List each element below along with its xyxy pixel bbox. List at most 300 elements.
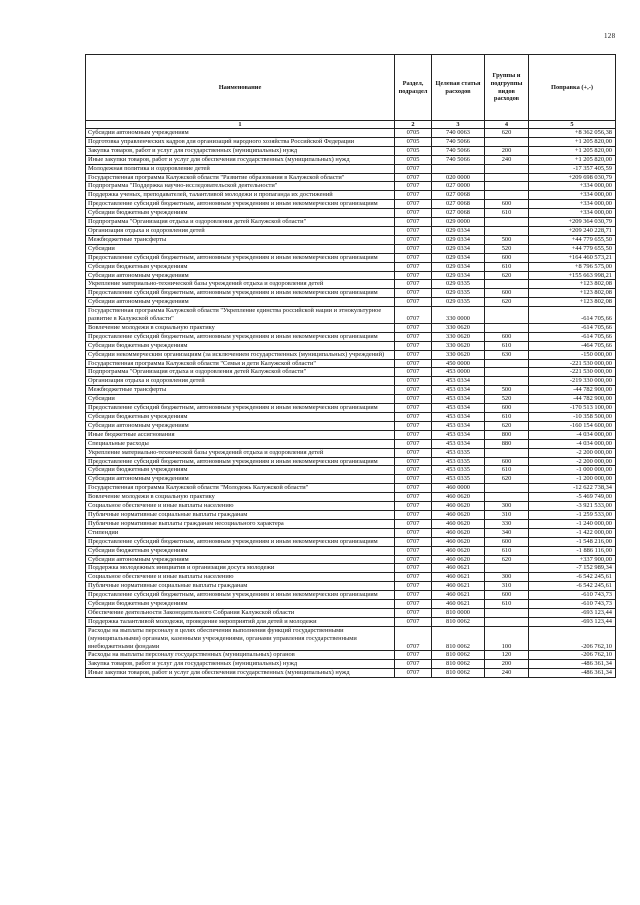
row-name-cell: Предоставление субсидий бюджетным, автономным учреждениям и иным некоммерческим организациям: [86, 332, 395, 341]
row-name-cell: Публичные нормативные социальные выплаты гражданам: [86, 510, 395, 519]
row-name-cell: Расходы на выплаты персоналу в целях обеспечения выполнения функций государственными (муниципальными) органами, казенными учреждениями, органами управления государственными внебюджетными фондами: [86, 626, 395, 651]
row-section-cell: 0707: [395, 669, 432, 678]
table-row: [86, 457, 616, 466]
row-section-cell: 0707: [395, 244, 432, 253]
row-section-cell: 0707: [395, 660, 432, 669]
row-amount-cell: -44 782 900,00: [529, 395, 616, 404]
row-article-cell: 029 0334: [432, 244, 485, 253]
row-section-cell: 0707: [395, 651, 432, 660]
row-amount-cell: +155 663 998,21: [529, 271, 616, 280]
row-name-cell: Межбюджетные трансферты: [86, 235, 395, 244]
row-group-cell: 240: [485, 155, 529, 164]
row-name-cell: Организация отдыха и оздоровления детей: [86, 226, 395, 235]
budget-amendment-table: [85, 54, 616, 678]
row-group-cell: 520: [485, 395, 529, 404]
table-row: [86, 600, 616, 609]
row-article-cell: 460 0620: [432, 555, 485, 564]
row-amount-cell: -206 762,10: [529, 626, 616, 651]
row-article-cell: 460 0620: [432, 519, 485, 528]
row-amount-cell: -170 513 100,00: [529, 404, 616, 413]
row-article-cell: 810 0062: [432, 669, 485, 678]
row-article-cell: 460 0621: [432, 564, 485, 573]
row-article-cell: 810 0062: [432, 660, 485, 669]
row-section-cell: 0707: [395, 510, 432, 519]
table-row: [86, 421, 616, 430]
row-article-cell: 453 0334: [432, 421, 485, 430]
row-section-cell: 0707: [395, 323, 432, 332]
table-header-row: [86, 55, 616, 121]
row-amount-cell: -614 705,66: [529, 332, 616, 341]
table-row: [86, 475, 616, 484]
row-group-cell: [485, 218, 529, 227]
row-article-cell: 460 0620: [432, 537, 485, 546]
row-group-cell: [485, 307, 529, 324]
row-name-cell: Субсидии некоммерческим организациям (за исключением государственных (муниципальных) учреждений): [86, 350, 395, 359]
row-amount-cell: -1 548 216,00: [529, 537, 616, 546]
row-name-cell: Субсидии автономным учреждениям: [86, 421, 395, 430]
row-amount-cell: -1 886 116,00: [529, 546, 616, 555]
row-amount-cell: -1 259 533,00: [529, 510, 616, 519]
row-amount-cell: +123 802,08: [529, 289, 616, 298]
row-name-cell: Поддержка талантливой молодежи, проведение мероприятий для детей и молодежи: [86, 617, 395, 626]
row-amount-cell: +209 240 228,71: [529, 226, 616, 235]
row-group-cell: 620: [485, 555, 529, 564]
table-row: [86, 582, 616, 591]
header-group: Группы и подгруппы видов расходов: [485, 55, 529, 121]
row-section-cell: 0707: [395, 164, 432, 173]
row-name-cell: Укрепление материально-технической базы учреждений отдыха и оздоровления детей: [86, 448, 395, 457]
row-name-cell: Предоставление субсидий бюджетным, автономным учреждениям и иным некоммерческим организациям: [86, 253, 395, 262]
row-name-cell: Предоставление субсидий бюджетным, автономным учреждениям и иным некоммерческим организациям: [86, 457, 395, 466]
row-article-cell: 453 0334: [432, 439, 485, 448]
row-amount-cell: +209 698 030,79: [529, 173, 616, 182]
row-name-cell: Субсидии автономным учреждениям: [86, 129, 395, 138]
row-section-cell: 0707: [395, 475, 432, 484]
row-group-cell: [485, 493, 529, 502]
row-section-cell: 0707: [395, 502, 432, 511]
row-group-cell: 610: [485, 546, 529, 555]
row-group-cell: 200: [485, 146, 529, 155]
row-section-cell: 0705: [395, 155, 432, 164]
row-amount-cell: -10 358 500,00: [529, 413, 616, 422]
row-section-cell: 0707: [395, 191, 432, 200]
row-name-cell: Поддержка молодежных инициатив и организация досуга молодежи: [86, 564, 395, 573]
row-amount-cell: -44 782 900,00: [529, 386, 616, 395]
row-section-cell: 0707: [395, 350, 432, 359]
row-name-cell: Социальное обеспечение и иные выплаты населению: [86, 502, 395, 511]
row-article-cell: 027 0068: [432, 209, 485, 218]
row-amount-cell: -12 622 738,34: [529, 484, 616, 493]
row-article-cell: 453 0334: [432, 377, 485, 386]
row-name-cell: Социальное обеспечение и иные выплаты населению: [86, 573, 395, 582]
row-name-cell: Субсидии бюджетным учреждениям: [86, 413, 395, 422]
row-group-cell: 310: [485, 510, 529, 519]
table-row: [86, 200, 616, 209]
row-section-cell: 0707: [395, 546, 432, 555]
table-row: [86, 271, 616, 280]
row-article-cell: 740 0063: [432, 129, 485, 138]
row-article-cell: 020 0000: [432, 173, 485, 182]
row-group-cell: 600: [485, 200, 529, 209]
row-section-cell: 0707: [395, 430, 432, 439]
row-article-cell: 453 0335: [432, 448, 485, 457]
row-amount-cell: -7 152 989,34: [529, 564, 616, 573]
row-article-cell: 450 0000: [432, 359, 485, 368]
row-group-cell: [485, 564, 529, 573]
row-section-cell: 0705: [395, 146, 432, 155]
row-section-cell: 0707: [395, 289, 432, 298]
table-row: [86, 191, 616, 200]
row-amount-cell: -17 357 405,59: [529, 164, 616, 173]
row-article-cell: 330 0620: [432, 323, 485, 332]
table-row: [86, 368, 616, 377]
row-section-cell: 0707: [395, 235, 432, 244]
table-row: [86, 519, 616, 528]
row-group-cell: [485, 173, 529, 182]
row-article-cell: 460 0621: [432, 582, 485, 591]
row-article-cell: 453 0335: [432, 466, 485, 475]
row-group-cell: 340: [485, 528, 529, 537]
row-group-cell: [485, 359, 529, 368]
row-section-cell: 0705: [395, 129, 432, 138]
row-article-cell: 330 0620: [432, 350, 485, 359]
table-row: [86, 484, 616, 493]
row-amount-cell: +209 364 030,79: [529, 218, 616, 227]
row-article-cell: 453 0335: [432, 475, 485, 484]
row-section-cell: 0707: [395, 617, 432, 626]
row-article-cell: 453 0334: [432, 404, 485, 413]
row-name-cell: Укрепление материально-технической базы учреждений отдыха и оздоровления детей: [86, 280, 395, 289]
row-section-cell: 0707: [395, 386, 432, 395]
row-amount-cell: +337 900,00: [529, 555, 616, 564]
table-row: [86, 146, 616, 155]
header-amount: Поправка (+,-): [529, 55, 616, 121]
row-article-cell: 810 0062: [432, 617, 485, 626]
row-name-cell: Закупка товаров, работ и услуг для государственных (муниципальных) нужд: [86, 146, 395, 155]
header-name: Наименование: [86, 55, 395, 121]
row-name-cell: Публичные нормативные социальные выплаты гражданам: [86, 582, 395, 591]
row-name-cell: Субсидии автономным учреждениям: [86, 271, 395, 280]
table-row: [86, 307, 616, 324]
row-name-cell: Подпрограмма "Организация отдыха и оздоровления детей Калужской области": [86, 218, 395, 227]
table-row: [86, 298, 616, 307]
row-section-cell: 0707: [395, 528, 432, 537]
row-amount-cell: +44 779 655,50: [529, 235, 616, 244]
table-row: [86, 262, 616, 271]
column-number: 5: [529, 121, 616, 129]
row-amount-cell: -160 154 600,00: [529, 421, 616, 430]
row-section-cell: 0707: [395, 182, 432, 191]
row-article-cell: 330 0000: [432, 307, 485, 324]
row-group-cell: [485, 137, 529, 146]
row-name-cell: Субсидии бюджетным учреждениям: [86, 466, 395, 475]
row-amount-cell: +164 460 573,21: [529, 253, 616, 262]
row-section-cell: 0707: [395, 253, 432, 262]
row-name-cell: Стипендии: [86, 528, 395, 537]
row-article-cell: 330 0620: [432, 341, 485, 350]
row-article-cell: 029 0334: [432, 253, 485, 262]
row-group-cell: 600: [485, 404, 529, 413]
column-number: 4: [485, 121, 529, 129]
row-section-cell: 0707: [395, 280, 432, 289]
row-article-cell: 027 0000: [432, 182, 485, 191]
row-amount-cell: +1 205 820,00: [529, 146, 616, 155]
row-section-cell: 0707: [395, 626, 432, 651]
row-name-cell: Государственная программа Калужской области "Семья и дети Калужской области": [86, 359, 395, 368]
row-section-cell: 0707: [395, 591, 432, 600]
row-amount-cell: -1 000 000,00: [529, 466, 616, 475]
row-group-cell: 310: [485, 582, 529, 591]
row-group-cell: 610: [485, 466, 529, 475]
row-name-cell: Субсидии автономным учреждениям: [86, 298, 395, 307]
row-article-cell: 029 0334: [432, 262, 485, 271]
row-amount-cell: +123 802,08: [529, 280, 616, 289]
row-group-cell: 500: [485, 235, 529, 244]
row-amount-cell: +1 205 820,00: [529, 137, 616, 146]
row-section-cell: 0707: [395, 519, 432, 528]
row-article-cell: 029 0334: [432, 226, 485, 235]
row-section-cell: 0707: [395, 209, 432, 218]
row-group-cell: [485, 164, 529, 173]
row-section-cell: 0707: [395, 448, 432, 457]
row-section-cell: 0707: [395, 582, 432, 591]
table-row: [86, 173, 616, 182]
row-section-cell: 0707: [395, 359, 432, 368]
row-group-cell: 610: [485, 341, 529, 350]
table-row: [86, 617, 616, 626]
row-article-cell: 029 0335: [432, 298, 485, 307]
row-group-cell: 600: [485, 253, 529, 262]
row-name-cell: Закупка товаров, работ и услуг для государственных (муниципальных) нужд: [86, 660, 395, 669]
row-group-cell: 620: [485, 475, 529, 484]
row-group-cell: [485, 448, 529, 457]
table-row: [86, 235, 616, 244]
row-name-cell: Государственная программа Калужской области "Развитие образования в Калужской области": [86, 173, 395, 182]
row-section-cell: 0707: [395, 608, 432, 617]
row-group-cell: 610: [485, 262, 529, 271]
table-row: [86, 669, 616, 678]
row-name-cell: Подпрограмма "Организация отдыха и оздоровления детей Калужской области": [86, 368, 395, 377]
table-row: [86, 323, 616, 332]
row-group-cell: 500: [485, 386, 529, 395]
row-amount-cell: -221 530 000,00: [529, 359, 616, 368]
table-row: [86, 573, 616, 582]
row-amount-cell: -219 330 000,00: [529, 377, 616, 386]
row-name-cell: Субсидии бюджетным учреждениям: [86, 262, 395, 271]
row-name-cell: Субсидии автономным учреждениям: [86, 555, 395, 564]
row-name-cell: Молодежная политика и оздоровление детей: [86, 164, 395, 173]
row-group-cell: 240: [485, 669, 529, 678]
row-article-cell: 029 0335: [432, 280, 485, 289]
header-article: Целевая статья расходов: [432, 55, 485, 121]
row-amount-cell: -3 921 533,00: [529, 502, 616, 511]
row-group-cell: 600: [485, 332, 529, 341]
row-amount-cell: -614 705,66: [529, 307, 616, 324]
row-article-cell: 027 0068: [432, 200, 485, 209]
row-section-cell: 0707: [395, 573, 432, 582]
row-name-cell: Субсидии бюджетным учреждениям: [86, 209, 395, 218]
row-amount-cell: -1 200 000,00: [529, 475, 616, 484]
row-section-cell: 0707: [395, 341, 432, 350]
row-name-cell: Специальные расходы: [86, 439, 395, 448]
row-amount-cell: -2 200 000,00: [529, 448, 616, 457]
row-amount-cell: -486 361,34: [529, 660, 616, 669]
row-article-cell: 029 0334: [432, 271, 485, 280]
row-article-cell: 460 0620: [432, 493, 485, 502]
row-amount-cell: -464 705,66: [529, 341, 616, 350]
row-amount-cell: -4 034 000,00: [529, 430, 616, 439]
row-article-cell: 453 0000: [432, 368, 485, 377]
row-group-cell: 600: [485, 537, 529, 546]
table-row: [86, 209, 616, 218]
table-row: [86, 280, 616, 289]
row-group-cell: 620: [485, 421, 529, 430]
row-article-cell: 460 0620: [432, 502, 485, 511]
table-row: [86, 182, 616, 191]
row-amount-cell: -6 542 245,61: [529, 573, 616, 582]
row-name-cell: Предоставление субсидий бюджетным, автономным учреждениям и иным некоммерческим организациям: [86, 200, 395, 209]
table-row: [86, 341, 616, 350]
row-group-cell: 610: [485, 600, 529, 609]
row-article-cell: 029 0334: [432, 235, 485, 244]
row-section-cell: 0707: [395, 395, 432, 404]
row-section-cell: 0707: [395, 413, 432, 422]
row-name-cell: Межбюджетные трансферты: [86, 386, 395, 395]
row-amount-cell: -206 762,10: [529, 651, 616, 660]
row-name-cell: Предоставление субсидий бюджетным, автономным учреждениям и иным некоммерческим организациям: [86, 591, 395, 600]
row-name-cell: Предоставление субсидий бюджетным, автономным учреждениям и иным некоммерческим организациям: [86, 537, 395, 546]
row-amount-cell: -4 034 000,00: [529, 439, 616, 448]
row-section-cell: 0707: [395, 421, 432, 430]
row-name-cell: Субсидии: [86, 395, 395, 404]
table-row: [86, 413, 616, 422]
row-section-cell: 0707: [395, 600, 432, 609]
row-article-cell: 460 0621: [432, 573, 485, 582]
table-row: [86, 466, 616, 475]
row-amount-cell: +334 000,00: [529, 200, 616, 209]
table-row: [86, 395, 616, 404]
row-group-cell: [485, 377, 529, 386]
table-row: [86, 359, 616, 368]
row-section-cell: 0707: [395, 439, 432, 448]
row-section-cell: 0707: [395, 298, 432, 307]
table-row: [86, 608, 616, 617]
row-section-cell: 0707: [395, 457, 432, 466]
row-amount-cell: +8 796 575,00: [529, 262, 616, 271]
row-article-cell: 460 0620: [432, 510, 485, 519]
table-row: [86, 386, 616, 395]
row-name-cell: Субсидии бюджетным учреждениям: [86, 600, 395, 609]
table-row: [86, 377, 616, 386]
row-article-cell: 810 0062: [432, 626, 485, 651]
table-row: [86, 564, 616, 573]
row-section-cell: 0707: [395, 218, 432, 227]
row-article-cell: 460 0000: [432, 484, 485, 493]
row-name-cell: Организация отдыха и оздоровления детей: [86, 377, 395, 386]
row-group-cell: 880: [485, 439, 529, 448]
row-name-cell: Предоставление субсидий бюджетным, автономным учреждениям и иным некоммерческим организациям: [86, 289, 395, 298]
table-row: [86, 510, 616, 519]
row-group-cell: 600: [485, 457, 529, 466]
row-section-cell: 0707: [395, 368, 432, 377]
row-name-cell: Иные закупки товаров, работ и услуг для обеспечения государственных (муниципальных) нужд: [86, 669, 395, 678]
row-group-cell: 100: [485, 626, 529, 651]
row-article-cell: 740 5066: [432, 137, 485, 146]
row-group-cell: [485, 280, 529, 289]
row-amount-cell: -150 000,00: [529, 350, 616, 359]
row-section-cell: 0707: [395, 466, 432, 475]
row-name-cell: Государственная программа Калужской области "Молодежь Калужской области": [86, 484, 395, 493]
column-number: 1: [86, 121, 395, 129]
row-article-cell: 453 0334: [432, 386, 485, 395]
row-article-cell: 029 0335: [432, 289, 485, 298]
row-group-cell: 120: [485, 651, 529, 660]
row-amount-cell: -1 422 000,00: [529, 528, 616, 537]
row-article-cell: 027 0068: [432, 191, 485, 200]
row-group-cell: 330: [485, 519, 529, 528]
table-row: [86, 448, 616, 457]
row-article-cell: [432, 164, 485, 173]
row-amount-cell: +44 779 655,50: [529, 244, 616, 253]
row-section-cell: 0707: [395, 537, 432, 546]
row-group-cell: 620: [485, 271, 529, 280]
row-group-cell: [485, 182, 529, 191]
table-row: [86, 137, 616, 146]
row-group-cell: [485, 323, 529, 332]
row-name-cell: Подготовка управленческих кадров для организаций народного хозяйства Российской Федерации: [86, 137, 395, 146]
row-group-cell: [485, 608, 529, 617]
row-section-cell: 0707: [395, 173, 432, 182]
row-amount-cell: +8 362 056,38: [529, 129, 616, 138]
row-amount-cell: -221 530 000,00: [529, 368, 616, 377]
row-article-cell: 810 0000: [432, 608, 485, 617]
row-section-cell: 0707: [395, 307, 432, 324]
row-group-cell: 520: [485, 244, 529, 253]
table-row: [86, 164, 616, 173]
row-section-cell: 0707: [395, 271, 432, 280]
row-group-cell: 610: [485, 209, 529, 218]
row-section-cell: 0707: [395, 262, 432, 271]
row-group-cell: [485, 226, 529, 235]
row-amount-cell: -1 240 000,00: [529, 519, 616, 528]
row-group-cell: [485, 368, 529, 377]
row-amount-cell: -614 705,66: [529, 323, 616, 332]
row-name-cell: Публичные нормативные выплаты гражданам несоциального характера: [86, 519, 395, 528]
row-group-cell: 600: [485, 591, 529, 600]
row-article-cell: 460 0620: [432, 528, 485, 537]
table-row: [86, 155, 616, 164]
row-section-cell: 0707: [395, 564, 432, 573]
table-row: [86, 537, 616, 546]
table-row: [86, 129, 616, 138]
row-name-cell: Поддержка ученых, преподавателей, талантливой молодежи и пропаганда их достижений: [86, 191, 395, 200]
table-row: [86, 546, 616, 555]
row-article-cell: 460 0620: [432, 546, 485, 555]
row-amount-cell: -693 123,44: [529, 608, 616, 617]
row-article-cell: 740 5066: [432, 155, 485, 164]
row-article-cell: 453 0334: [432, 430, 485, 439]
header-section: Раздел, подраздел: [395, 55, 432, 121]
row-section-cell: 0705: [395, 137, 432, 146]
row-group-cell: [485, 191, 529, 200]
table-row: [86, 651, 616, 660]
table-row: [86, 439, 616, 448]
row-article-cell: 810 0062: [432, 651, 485, 660]
row-amount-cell: -6 542 245,61: [529, 582, 616, 591]
table-row: [86, 528, 616, 537]
row-amount-cell: -610 743,73: [529, 600, 616, 609]
table-row: [86, 253, 616, 262]
